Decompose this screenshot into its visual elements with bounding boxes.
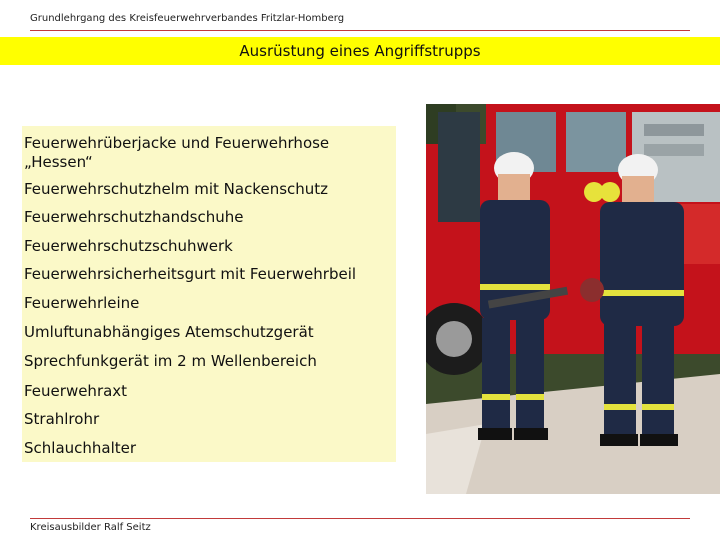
list-item: Feuerwehrschutzhelm mit Nackenschutz xyxy=(24,180,329,198)
footer-rule xyxy=(30,518,690,519)
list-item: Feuerwehraxt xyxy=(24,382,128,400)
list-item: Schlauchhalter xyxy=(24,439,137,457)
list-item: „Hessen“ xyxy=(24,153,93,171)
slide-title: Ausrüstung eines Angriffstrupps xyxy=(239,42,481,60)
list-item: Strahlrohr xyxy=(24,410,100,428)
header-organization: Grundlehrgang des Kreisfeuerwehrverbandes Fritzlar-Homberg xyxy=(30,13,345,24)
title-bar xyxy=(0,37,720,65)
list-item: Feuerwehrüberjacke und Feuerwehrhose xyxy=(24,134,330,152)
equipment-list xyxy=(22,126,396,462)
list-item: Sprechfunkgerät im 2 m Wellenbereich xyxy=(24,352,317,370)
firefighters-photo xyxy=(426,104,720,494)
list-item: Feuerwehrleine xyxy=(24,294,140,312)
list-item: Feuerwehrschutzhandschuhe xyxy=(24,208,244,226)
list-item: Feuerwehrschutzschuhwerk xyxy=(24,237,233,255)
footer-author: Kreisausbilder Ralf Seitz xyxy=(30,522,151,533)
list-item: Feuerwehrsicherheitsgurt mit Feuerwehrbeil xyxy=(24,265,357,283)
header-rule xyxy=(30,30,690,31)
list-item: Umluftunabhängiges Atemschutzgerät xyxy=(24,323,314,341)
